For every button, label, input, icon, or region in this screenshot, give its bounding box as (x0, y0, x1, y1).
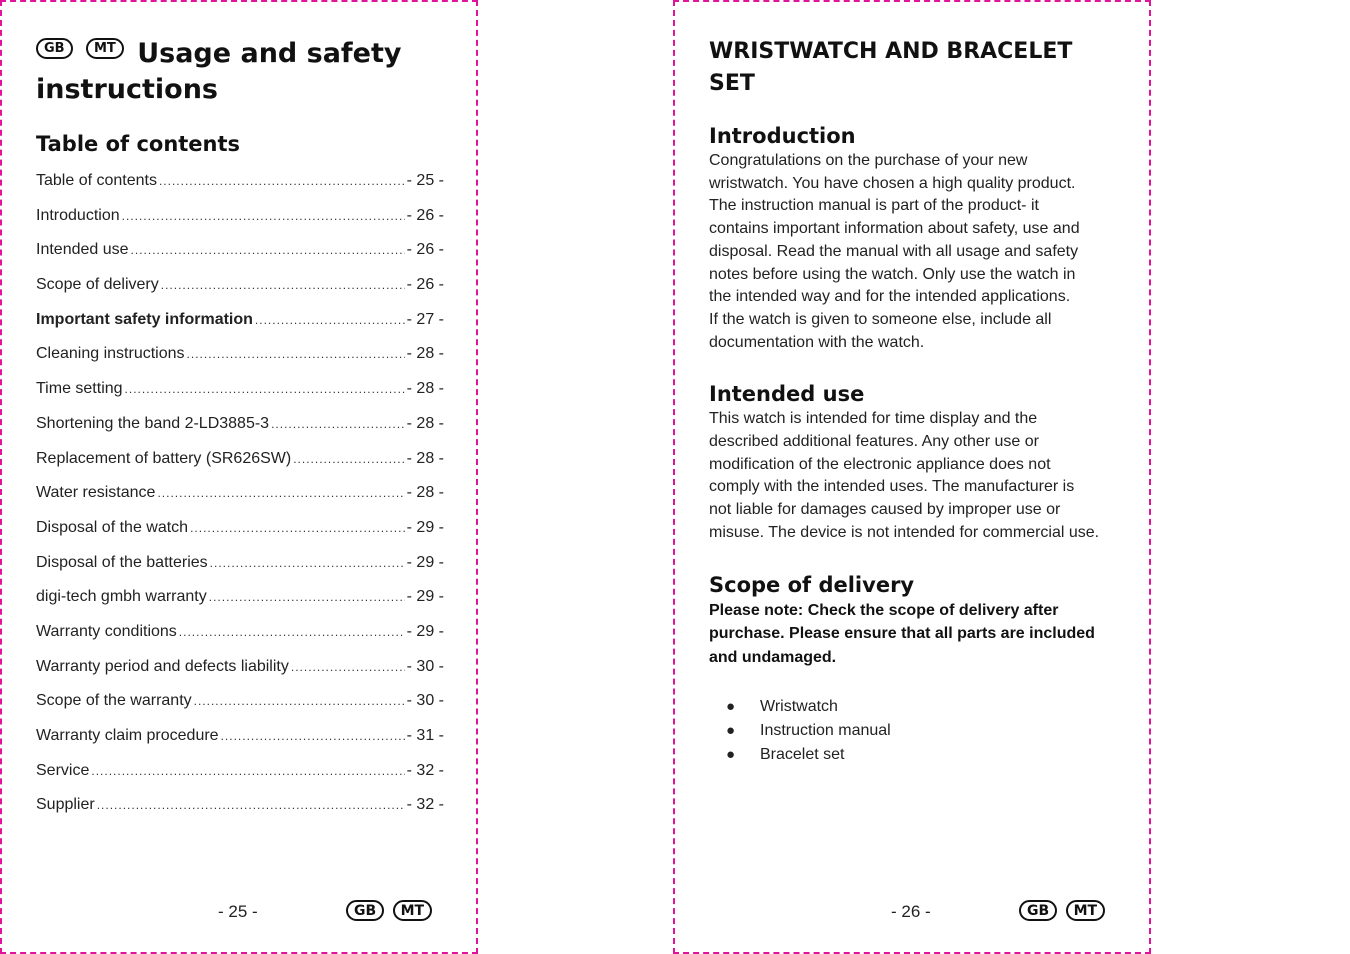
toc-entry-page: - 32 - (406, 761, 444, 779)
right-page (673, 0, 1151, 954)
toc-entry-label: Intended use (36, 241, 129, 259)
toc-entry[interactable] (36, 484, 444, 519)
toc-entry-label: Time setting (36, 380, 123, 398)
toc-leader-dots (194, 694, 405, 708)
toc-entry-page: - 26 - (406, 241, 444, 259)
lang-badge-mt: MT (393, 900, 432, 921)
page-footer (2, 900, 476, 924)
footer-badges (342, 900, 432, 921)
toc-entry[interactable] (36, 345, 444, 380)
toc-entry-page: - 28 - (406, 449, 444, 467)
page-number: - 25 - (218, 902, 258, 921)
bullet-icon: ● (726, 722, 736, 740)
toc-entry[interactable] (36, 588, 444, 623)
toc-leader-dots (157, 486, 404, 500)
toc-entry-page: - 28 - (406, 484, 444, 502)
document-title: WRISTWATCH AND BRACELET SET (709, 39, 1073, 96)
toc-entry-page: - 26 - (406, 276, 444, 294)
toc-leader-dots (125, 382, 405, 396)
toc-entry[interactable] (36, 623, 444, 658)
list-item: ● Bracelet set (709, 743, 1119, 767)
toc-entry[interactable] (36, 450, 444, 485)
toc-entry[interactable] (36, 727, 444, 762)
toc-entry[interactable] (36, 311, 444, 346)
toc-entry-label: Disposal of the watch (36, 518, 189, 536)
toc-entry[interactable] (36, 207, 444, 242)
page-number: - 26 - (891, 902, 931, 921)
toc-leader-dots (255, 313, 405, 327)
toc-leader-dots (291, 660, 405, 674)
toc-entry-page: - 30 - (406, 657, 444, 675)
section-heading-intended-use: Intended use (709, 382, 865, 407)
section-heading-scope-of-delivery: Scope of delivery (709, 572, 915, 597)
toc-entry[interactable] (36, 276, 444, 311)
toc-entry-label: Disposal of the batteries (36, 553, 208, 571)
toc-leader-dots (221, 729, 405, 743)
toc-leader-dots (187, 347, 405, 361)
toc-entry[interactable] (36, 519, 444, 554)
toc-leader-dots (210, 556, 405, 570)
toc-entry-page: - 32 - (406, 796, 444, 814)
toc-entry-page: - 29 - (406, 518, 444, 536)
toc-entry[interactable] (36, 415, 444, 450)
lang-badge-gb: GB (36, 38, 73, 59)
toc-entry-label: Shortening the band 2-LD3885-3 (36, 414, 270, 432)
toc-leader-dots (91, 764, 404, 778)
toc-entry[interactable] (36, 172, 444, 207)
toc-leader-dots (122, 209, 405, 223)
toc-entry-label: Warranty claim procedure (36, 727, 219, 744)
toc-entry-page: - 29 - (406, 622, 444, 640)
footer-badges (1015, 900, 1105, 921)
right-page-content (709, 36, 1119, 767)
toc-entry-label: digi-tech gmbh warranty (36, 588, 207, 606)
toc-leader-dots (97, 798, 405, 812)
toc-entry-page: - 29 - (406, 588, 444, 606)
toc-entry-label: Replacement of battery (SR626SW) (36, 449, 292, 467)
toc-entry-page: - 25 - (406, 172, 444, 189)
page-title (36, 36, 456, 108)
page-footer (675, 900, 1149, 924)
title-line-2: instructions (36, 74, 218, 105)
toc-entry[interactable] (36, 692, 444, 727)
bullet-icon: ● (726, 746, 736, 764)
toc-entry-label: Warranty period and defects liability (36, 657, 289, 675)
toc-leader-dots (159, 174, 405, 188)
intended-use-text: This watch is intended for time display and the described additional features. Any other use or modification of the electronic appliance does not comply with the intended uses. The manufacturer is not liable for damages caused by improper use or misuse. The device is not intended for commercial use. (709, 410, 1100, 541)
toc-entry-label: Supplier (36, 796, 95, 814)
toc-entry-label: Important safety information (36, 310, 253, 328)
toc-entry-page: - 28 - (406, 345, 444, 363)
toc-entry[interactable] (36, 658, 444, 693)
toc-entry-label: Scope of the warranty (36, 692, 192, 710)
toc-entry-label: Service (36, 761, 90, 779)
toc-leader-dots (161, 278, 405, 292)
toc-leader-dots (271, 417, 405, 431)
toc-entry[interactable] (36, 762, 444, 797)
toc-leader-dots (293, 452, 404, 466)
toc-leader-dots (131, 243, 405, 257)
section-heading-introduction: Introduction (709, 124, 856, 148)
toc-entry[interactable] (36, 380, 444, 415)
toc-entry-page: - 29 - (406, 553, 444, 571)
toc-entry-page: - 26 - (406, 206, 444, 224)
toc-entry-label: Scope of delivery (36, 276, 159, 294)
list-item: ● Wristwatch (709, 695, 1119, 719)
toc-leader-dots (179, 625, 405, 639)
toc-entry[interactable] (36, 241, 444, 276)
lang-badge-mt: MT (1066, 900, 1105, 921)
lang-badge-gb: GB (1019, 900, 1057, 921)
list-item: ● Instruction manual (709, 719, 1119, 743)
toc-entry-label: Water resistance (36, 484, 156, 502)
scope-note: Please note: Check the scope of delivery after purchase. Please ensure that all parts are included and undamaged. (709, 601, 1095, 666)
toc-entry-label: Table of contents (36, 172, 157, 189)
left-page (0, 0, 478, 954)
lang-badge-mt: MT (86, 38, 124, 59)
toc-leader-dots (190, 521, 405, 535)
title-line-1: Usage and safety (137, 38, 402, 69)
delivery-items-list (709, 695, 1119, 767)
toc-heading: Table of contents (36, 132, 241, 156)
toc-leader-dots (209, 590, 405, 604)
toc-entry-page: - 28 - (406, 380, 444, 398)
toc-entry-page: - 28 - (406, 414, 444, 432)
toc-entry[interactable] (36, 796, 444, 831)
lang-badge-gb: GB (346, 900, 384, 921)
toc-entry-page: - 30 - (406, 692, 444, 710)
toc-entry-page: - 31 - (406, 727, 444, 744)
toc-entry[interactable] (36, 554, 444, 589)
toc-entry-label: Warranty conditions (36, 622, 177, 640)
bullet-icon: ● (726, 698, 736, 716)
toc-entry-label: Cleaning instructions (36, 345, 185, 363)
toc-entry-page: - 27 - (406, 310, 444, 328)
toc-entry-label: Introduction (36, 206, 120, 224)
introduction-text: Congratulations on the purchase of your new wristwatch. You have chosen a high quality product. The instruction manual is part of the product- it contains important information about safety, use and disposal. Read the manual with all usage and safety notes before using the watch. Only use the watch in the intended way and for the intended applications. If the watch is given to someone else, include all documentation with the watch. (709, 152, 1080, 351)
table-of-contents (36, 172, 444, 831)
